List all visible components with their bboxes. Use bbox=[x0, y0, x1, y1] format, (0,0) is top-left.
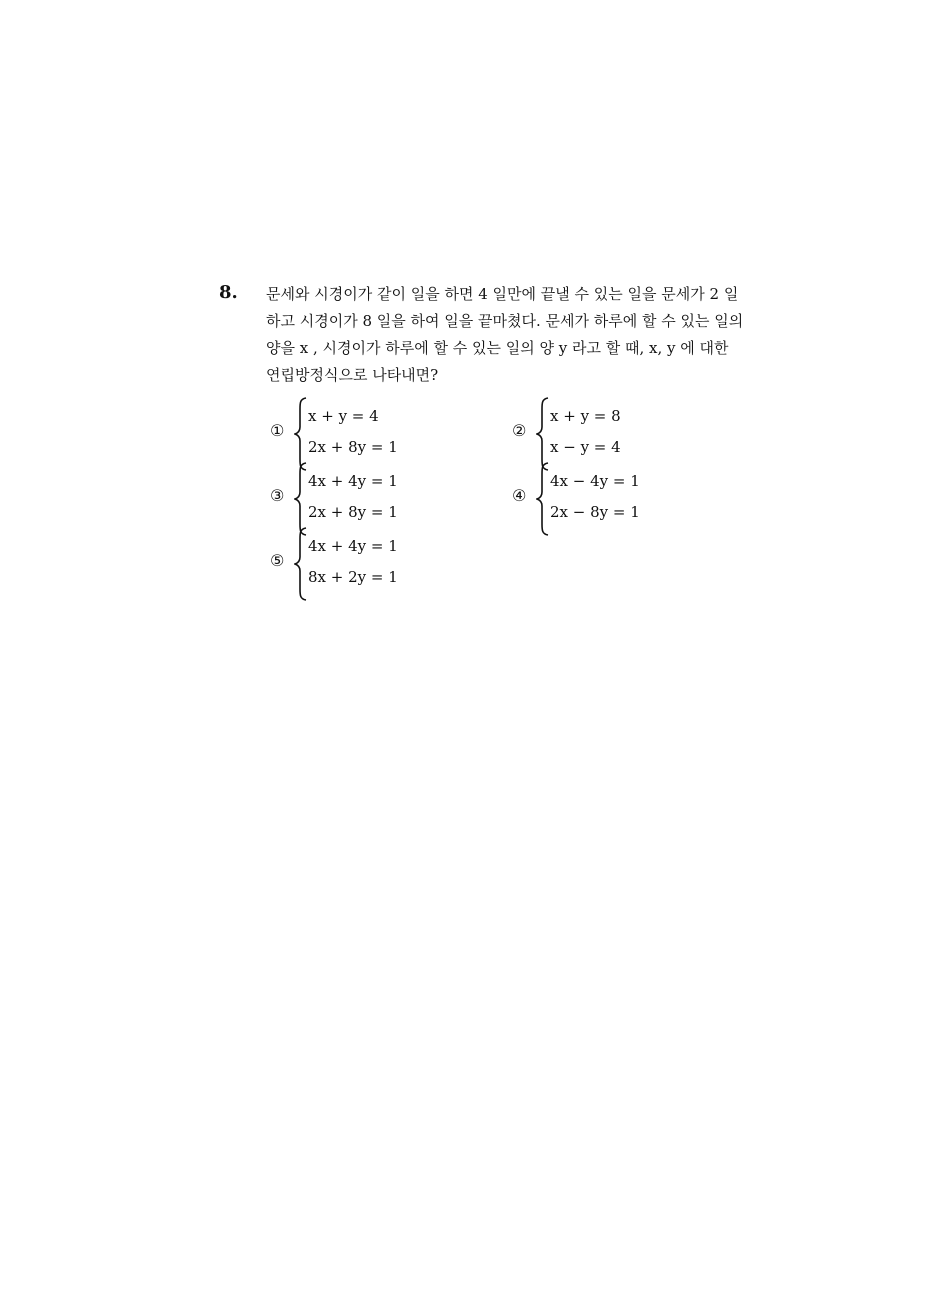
left-brace-icon bbox=[294, 527, 308, 601]
problem-number: 8. bbox=[219, 282, 238, 303]
choice-marker: ② bbox=[512, 421, 527, 440]
problem-line: 연립방정식으로 나타내면? bbox=[266, 366, 439, 384]
equation-1: 4x − 4y = 1 bbox=[550, 472, 640, 490]
problem-line: 양을 x , 시경이가 하루에 할 수 있는 일의 양 y 라고 할 때, x, y 에 대한 bbox=[266, 339, 729, 357]
choice-marker: ③ bbox=[270, 486, 285, 505]
equation-1: x + y = 4 bbox=[308, 407, 379, 425]
equation-2: 2x + 8y = 1 bbox=[308, 503, 398, 521]
choice-marker: ① bbox=[270, 421, 285, 440]
left-brace-icon bbox=[536, 397, 550, 471]
equation-1: 4x + 4y = 1 bbox=[308, 537, 398, 555]
problem-statement bbox=[266, 281, 786, 389]
problem-line: 문세와 시경이가 같이 일을 하면 4 일만에 끝낼 수 있는 일을 문세가 2 일 bbox=[266, 285, 739, 303]
equation-2: 8x + 2y = 1 bbox=[308, 568, 398, 586]
equation-2: 2x + 8y = 1 bbox=[308, 438, 398, 456]
equation-2: 2x − 8y = 1 bbox=[550, 503, 640, 521]
left-brace-icon bbox=[536, 462, 550, 536]
equation-1: x + y = 8 bbox=[550, 407, 621, 425]
left-brace-icon bbox=[294, 462, 308, 536]
choice-marker: ⑤ bbox=[270, 551, 285, 570]
choice-marker: ④ bbox=[512, 486, 527, 505]
equation-1: 4x + 4y = 1 bbox=[308, 472, 398, 490]
left-brace-icon bbox=[294, 397, 308, 471]
problem-line: 하고 시경이가 8 일을 하여 일을 끝마쳤다. 문세가 하루에 할 수 있는 일의 bbox=[266, 312, 744, 330]
equation-2: x − y = 4 bbox=[550, 438, 621, 456]
